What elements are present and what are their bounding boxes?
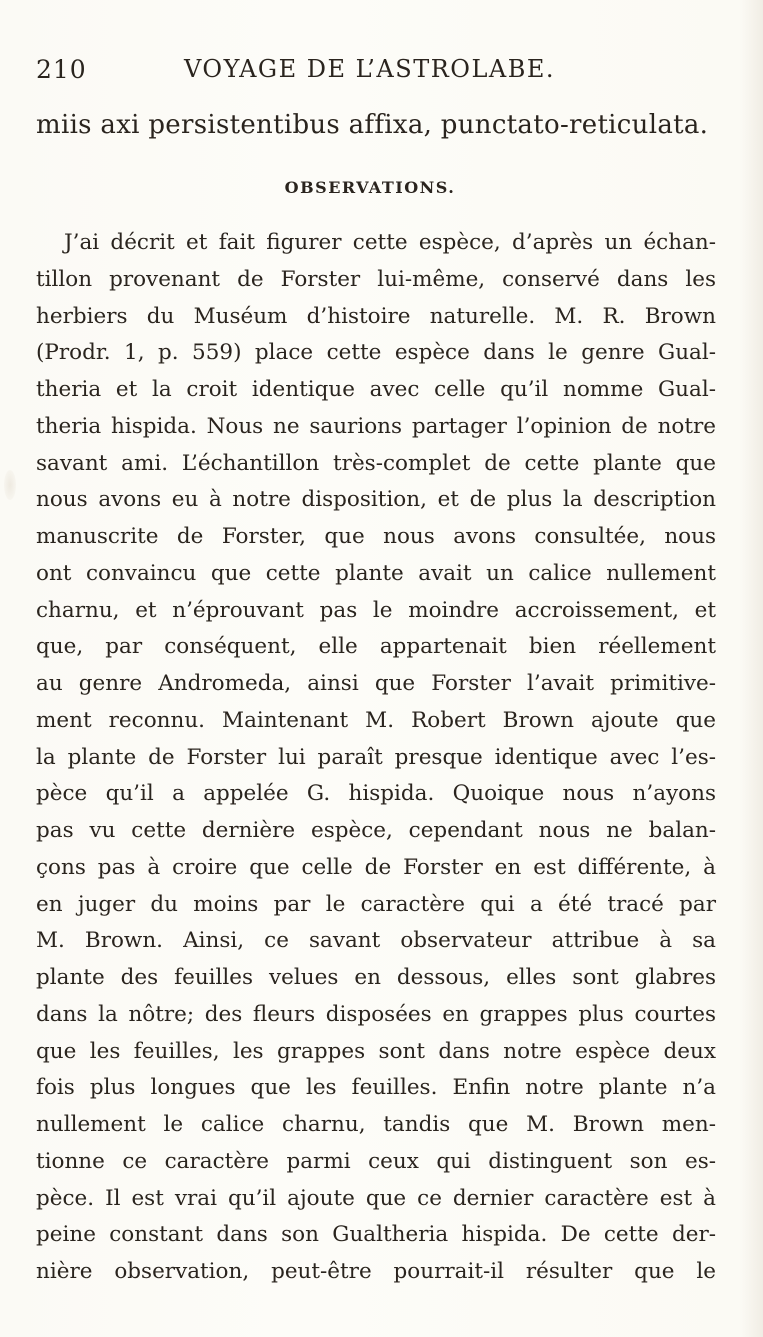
text-line: theria hispida. Nous ne saurions partager l’opinion de notre xyxy=(36,413,716,439)
text-line: savant ami. L’échantillon très-complet de cette plante que xyxy=(36,450,716,476)
text-line: en juger du moins par le caractère qui a été tracé par xyxy=(36,891,716,917)
text-line: tionne ce caractère parmi ceux qui distinguent son es- xyxy=(36,1148,716,1174)
text-line: peine constant dans son Gualtheria hispida. De cette der- xyxy=(36,1222,716,1248)
text-line: dans la nôtre; des fleurs disposées en grappes plus courtes xyxy=(36,1001,716,1027)
text-line: au genre Andromeda, ainsi que Forster l’avait primitive- xyxy=(36,671,716,696)
text-line: manuscrite de Forster, que nous avons consultée, nous xyxy=(36,524,716,549)
text-line: ment reconnu. Maintenant M. Robert Brown ajoute que xyxy=(36,707,716,733)
text-line: çons pas à croire que celle de Forster en est différente, à xyxy=(36,854,716,880)
text-line: charnu, et n’éprouvant pas le moindre accroissement, et xyxy=(36,597,716,623)
text-line: plante des feuilles velues en dessous, elles sont glabres xyxy=(36,965,716,990)
spine-shadow xyxy=(741,0,763,1337)
text-line: nière observation, peut-être pourrait-il résulter que le xyxy=(36,1259,716,1284)
text-line: fois plus longues que les feuilles. Enfin notre plante n’a xyxy=(36,1075,716,1101)
page-header xyxy=(36,55,726,87)
text-line: ont convaincu que cette plante avait un calice nullement xyxy=(36,560,716,586)
text-line: J’ai décrit et fait figurer cette espèce, d’après un échan- xyxy=(64,230,716,255)
page-number: 210 xyxy=(36,55,87,84)
text-line: que les feuilles, les grappes sont dans notre espèce deux xyxy=(36,1038,716,1064)
text-line: la plante de Forster lui paraît presque identique avec l’es- xyxy=(36,744,716,770)
text-line: nullement le calice charnu, tandis que M. Brown men- xyxy=(36,1112,716,1137)
text-line: herbiers du Muséum d’histoire naturelle. M. R. Brown xyxy=(36,303,716,329)
text-line: pas vu cette dernière espèce, cependant nous ne balan- xyxy=(36,818,716,843)
section-heading: OBSERVATIONS. xyxy=(284,178,456,197)
paper-stain xyxy=(4,470,16,500)
continuation-line: miis axi persistentibus affixa, punctato-reticulata. xyxy=(36,110,709,140)
running-title: VOYAGE DE L’ASTROLABE. xyxy=(184,55,556,83)
text-line: M. Brown. Ainsi, ce savant observateur attribue à sa xyxy=(36,928,716,954)
text-line: pèce. Il est vrai qu’il ajoute que ce dernier caractère est à xyxy=(36,1185,716,1211)
text-line: theria et la croit identique avec celle qu’il nomme Gual- xyxy=(36,377,716,402)
text-line: pèce qu’il a appelée G. hispida. Quoique nous n’ayons xyxy=(36,781,716,807)
text-line: (Prodr. 1, p. 559) place cette espèce dans le genre Gual- xyxy=(36,340,716,366)
text-line: que, par conséquent, elle appartenait bien réellement xyxy=(36,634,716,660)
text-line: tillon provenant de Forster lui-même, conservé dans les xyxy=(36,266,716,292)
observations-paragraph xyxy=(36,225,716,1291)
text-line: nous avons eu à notre disposition, et de plus la description xyxy=(36,487,716,513)
